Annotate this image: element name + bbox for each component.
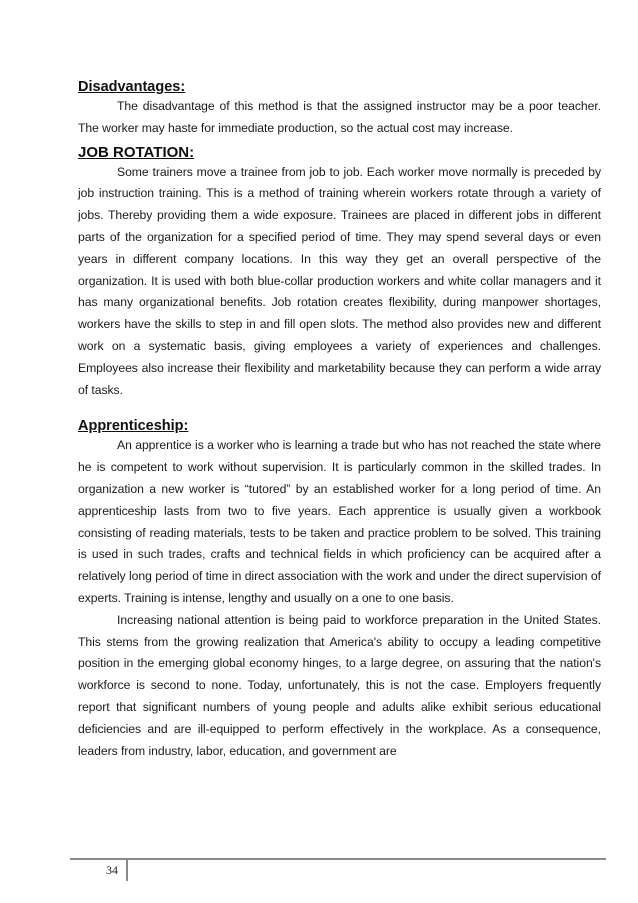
heading-apprenticeship: Apprenticeship: bbox=[78, 418, 189, 435]
heading-disadvantages: Disadvantages: bbox=[78, 79, 186, 95]
footer-divider bbox=[126, 859, 128, 881]
footer-rule bbox=[70, 858, 606, 860]
paragraph-apprenticeship-2: Increasing national attention is being paid to workforce preparation in the United States. This stems from the growing realization that America's ability to occupy a leading competitive position in the emerging global economy hinges, to a large degree, on assuring that the nation's workforce is second to none. Today, unfortunately, this is not the case. Employers frequently report that significant numbers of young people and adults alike exhibit serious educational deficiencies and are ill-equipped to perform effectively in the workplace. As a consequence, leaders from industry, labor, education, and government are bbox=[78, 612, 601, 758]
document-page bbox=[78, 70, 601, 762]
paragraph-job-rotation: Some trainers move a trainee from job to job. Each worker move normally is preceded by job instruction training. This is a method of training wherein workers rotate through a variety of jobs. Thereby providing them a wide exposure. Trainees are placed in different jobs in different parts of the organization for a specified period of time. They may spend several days or even years in different company locations. In this way they get an overall perspective of the organization. It is used with both blue-collar production workers and white collar managers and it has many organizational benefits. Job rotation creates flexibility, during manpower shortages, workers have the skills to step in and fill open slots. The method also provides new and different work on a systematic basis, giving employees a variety of experiences and challenges. Employees also increase their flexibility and marketability because they can perform a wide array of tasks. bbox=[78, 164, 601, 397]
paragraph-disadvantages: The disadvantage of this method is that the assigned instructor may be a poor teacher. The worker may haste for immediate production, so the actual cost may increase. bbox=[78, 99, 601, 135]
heading-job-rotation: JOB ROTATION: bbox=[78, 143, 195, 161]
page-number: 34 bbox=[106, 863, 118, 877]
paragraph-apprenticeship-1: An apprentice is a worker who is learning a trade but who has not reached the state where he is competent to work without supervision. It is particularly common in the skilled trades. In organization a new worker is “tutored” by an established worker for a long period of time. An apprenticeship lasts from two to five years. Each apprentice is usually given a workbook consisting of reading materials, tests to be taken and practice problem to be solved. This training is used in such trades, crafts and technical fields in which proficiency can be acquired after a relatively long period of time in direct association with the work and under the direct supervision of experts. Training is intense, lengthy and usually on a one to one basis. bbox=[78, 438, 601, 605]
page-footer bbox=[70, 853, 606, 883]
